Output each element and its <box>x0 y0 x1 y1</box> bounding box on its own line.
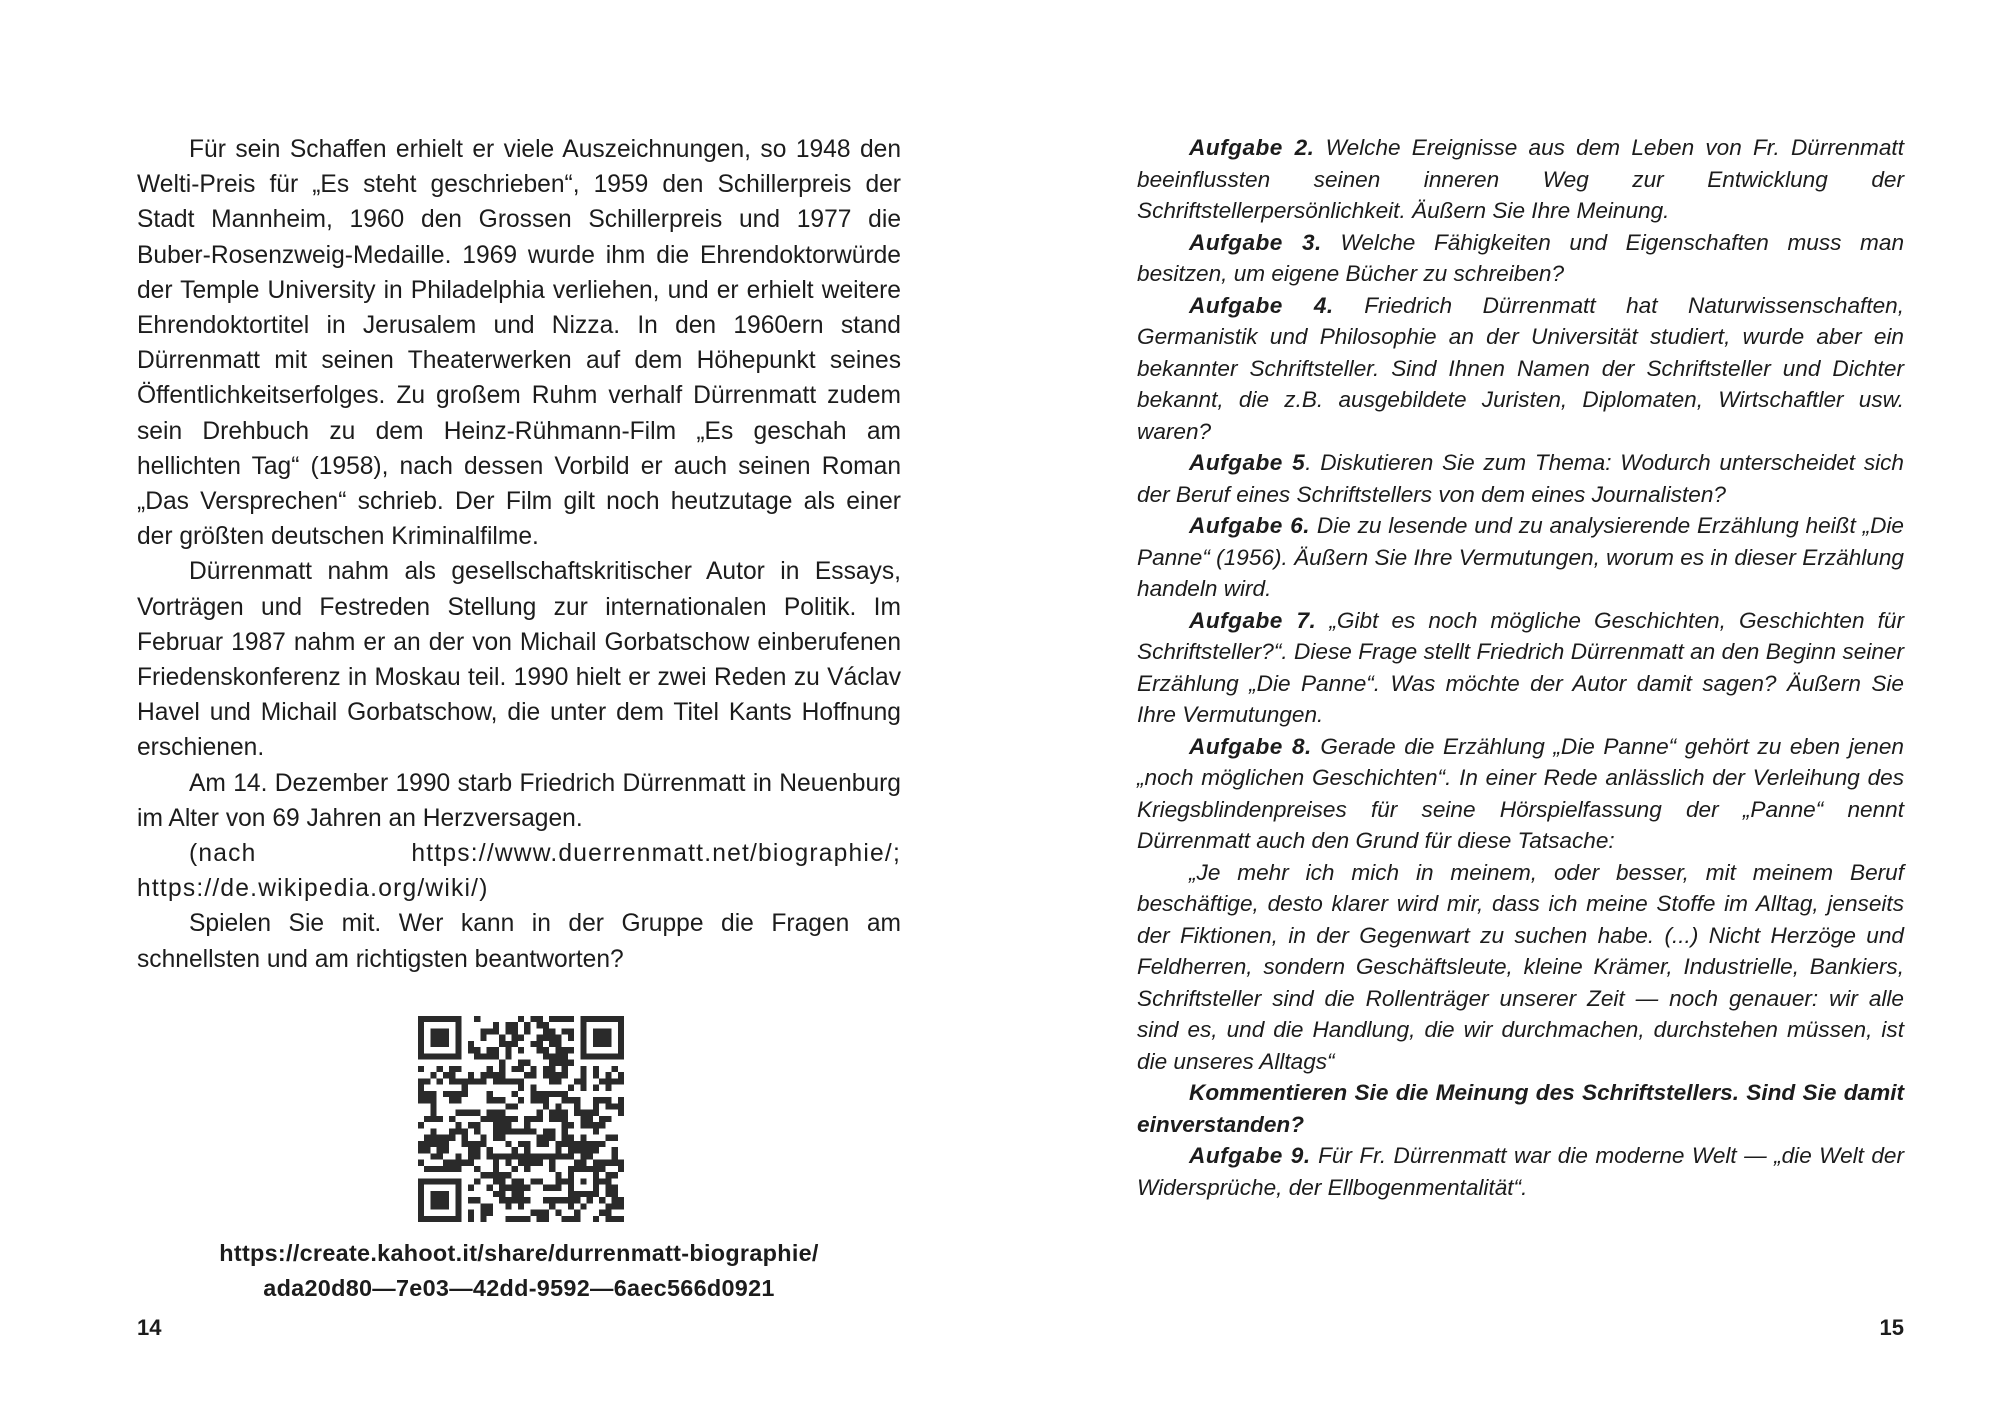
task-4 <box>1137 290 1904 448</box>
task-text: Welche Fähigkeiten und Eigenschaften muss man besitzen, um eigene Bücher zu schreiben? <box>1137 229 1905 286</box>
task-9 <box>1137 1140 1904 1203</box>
task-text: Gerade die Erzählung „Die Panne“ gehört zu eben jenen „noch möglichen Geschichten“. In einer Rede anlässlich der Verleihung des Kriegsblindenpreises für seine Hörspielfassung der „Panne“ nennt Dürrenmatt auch den Grund für diese Tatsache: <box>1137 733 1904 853</box>
task-label: Aufgabe 5 <box>1189 450 1306 475</box>
kahoot-link-line1[interactable]: https://create.kahoot.it/share/durrenmatt-biographie/ <box>219 1240 819 1266</box>
comment-prompt: Kommentieren Sie die Meinung des Schriftstellers. Sind Sie damit einverstanden? <box>1137 1080 1904 1137</box>
tasks-text <box>1137 132 1904 1203</box>
task-8 <box>1137 731 1904 857</box>
game-prompt: Spielen Sie mit. Wer kann in der Gruppe die Fragen am schnellsten und am richtigsten beantworten? <box>137 910 901 973</box>
task-label: Aufgabe 8. <box>1189 733 1312 759</box>
task-label: Aufgabe 4. <box>1189 292 1334 318</box>
right-page <box>1000 0 2000 1425</box>
task-text: Für Fr. Dürrenmatt war die moderne Welt — „die Welt der Widersprüche, der Ellbogenmentalität“. <box>1137 1143 1905 1200</box>
source-citation: (nach https://www.duerrenmatt.net/biographie/; https://de.wikipedia.org/wiki/) <box>137 840 901 903</box>
task-6 <box>1137 510 1904 605</box>
task-text: Welche Ereignisse aus dem Leben von Fr. Dürrenmatt beeinflussten seinen inneren Weg zur Entwicklung der Schriftstellerpersönlichkeit. Äußern Sie Ihre Meinung. <box>1137 135 1904 223</box>
task-text: Die zu lesende und zu analysierende Erzählung heißt „Die Panne“ (1956). Äußern Sie Ihre Vermutungen, worum es in dieser Erzählung handeln wird. <box>1137 513 1904 601</box>
biography-text <box>137 132 901 977</box>
task-label: Aufgabe 7. <box>1189 607 1317 633</box>
task-text: „Gibt es noch mögliche Geschichten, Geschichten für Schriftsteller?“. Diese Frage stellt Friedrich Dürrenmatt an den Beginn seiner Erzählung „Die Panne“. Was möchte der Autor damit sagen? Äußern Sie Ihre Vermutungen. <box>1137 607 1904 727</box>
task-7 <box>1137 605 1904 731</box>
kahoot-link-line2[interactable]: ada20d80—7e03—42dd-9592—6aec566d0921 <box>263 1275 775 1301</box>
page-number-right: 15 <box>1879 1315 1904 1340</box>
paragraph-death: Am 14. Dezember 1990 starb Friedrich Dürrenmatt in Neuenburg im Alter von 69 Jahren an Herzversagen. <box>137 769 901 832</box>
task-text: Friedrich Dürrenmatt hat Naturwissenschaften, Germanistik und Philosophie an der Universität studiert, wurde aber ein bekannter Schriftsteller. Sind Ihnen Namen der Schriftsteller und Dichter bekannt, die z.B. ausgebildete Juristen, Diplomaten, Wirtschaftler usw. waren? <box>1137 292 1904 444</box>
quote: „Je mehr ich mich in meinem, oder besser, mit meinem Beruf beschäftige, desto klarer wird mir, dass ich meine Stoffe im Alltag, jenseits der Fiktionen, in der Gegenwart zu suchen habe. (...) Nicht Herzöge und Feldherren, sondern Geschäftsleute, kleine Krämer, Industrielle, Bankiers, Schriftsteller sind die Rollenträger unserer Zeit — noch genauer: wir alle sind es, und die Handlung, die wir durchmachen, durchstehen müssen, ist die unseres Alltags“ <box>1137 859 1904 1074</box>
paragraph-politics: Dürrenmatt nahm als gesellschaftskritischer Autor in Essays, Vorträgen und Festreden Stellung zur internationalen Politik. Im Februar 1987 nahm er an der von Michail Gorbatschow einberufenen Friedenskonferenz in Moskau teil. 1990 hielt er zwei Reden zu Václav Havel und Michail Gorbatschow, die unter dem Titel Kants Hoffnung erschienen. <box>137 558 901 762</box>
task-label: Aufgabe 2. <box>1189 135 1315 160</box>
paragraph-awards: Für sein Schaffen erhielt er viele Auszeichnungen, so 1948 den Welti-Preis für „Es steht geschrieben“, 1959 den Schillerpreis der Stadt Mannheim, 1960 den Grossen Schillerpreis und 1977 die Buber-Rosenzweig-Medaille. 1969 wurde ihm die Ehrendoktorwürde der Temple University in Philadelphia verliehen, und er erhielt weitere Ehrendoktortitel in Jerusalem und Nizza. In den 1960ern stand Dürrenmatt mit seinen Theaterwerken auf dem Höhepunkt seines Öffentlichkeitserfolges. Zu großem Ruhm verhalf Dürrenmatt zudem sein Drehbuch zu dem Heinz-Rühmann-Film „Es geschah am hellichten Tag“ (1958), nach dessen Vorbild er auch seinen Roman „Das Versprechen“ schrieb. Der Film gilt noch heutzutage als einer der größten deutschen Kriminalfilme. <box>137 136 901 551</box>
task-5 <box>1137 447 1904 510</box>
task-label: Aufgabe 3. <box>1189 229 1322 255</box>
task-3 <box>1137 227 1904 290</box>
kahoot-link[interactable] <box>137 1236 901 1306</box>
page-number-left: 14 <box>137 1315 162 1340</box>
task-label: Aufgabe 9. <box>1189 1143 1311 1168</box>
task-label: Aufgabe 6. <box>1189 513 1311 538</box>
task-2 <box>1137 132 1904 227</box>
qr-code-icon <box>418 1016 624 1222</box>
task-text: . Diskutieren Sie zum Thema: Wodurch unterscheidet sich der Beruf eines Schriftstellers von dem eines Journalisten? <box>1137 450 1904 507</box>
qr-code[interactable] <box>418 1016 624 1222</box>
